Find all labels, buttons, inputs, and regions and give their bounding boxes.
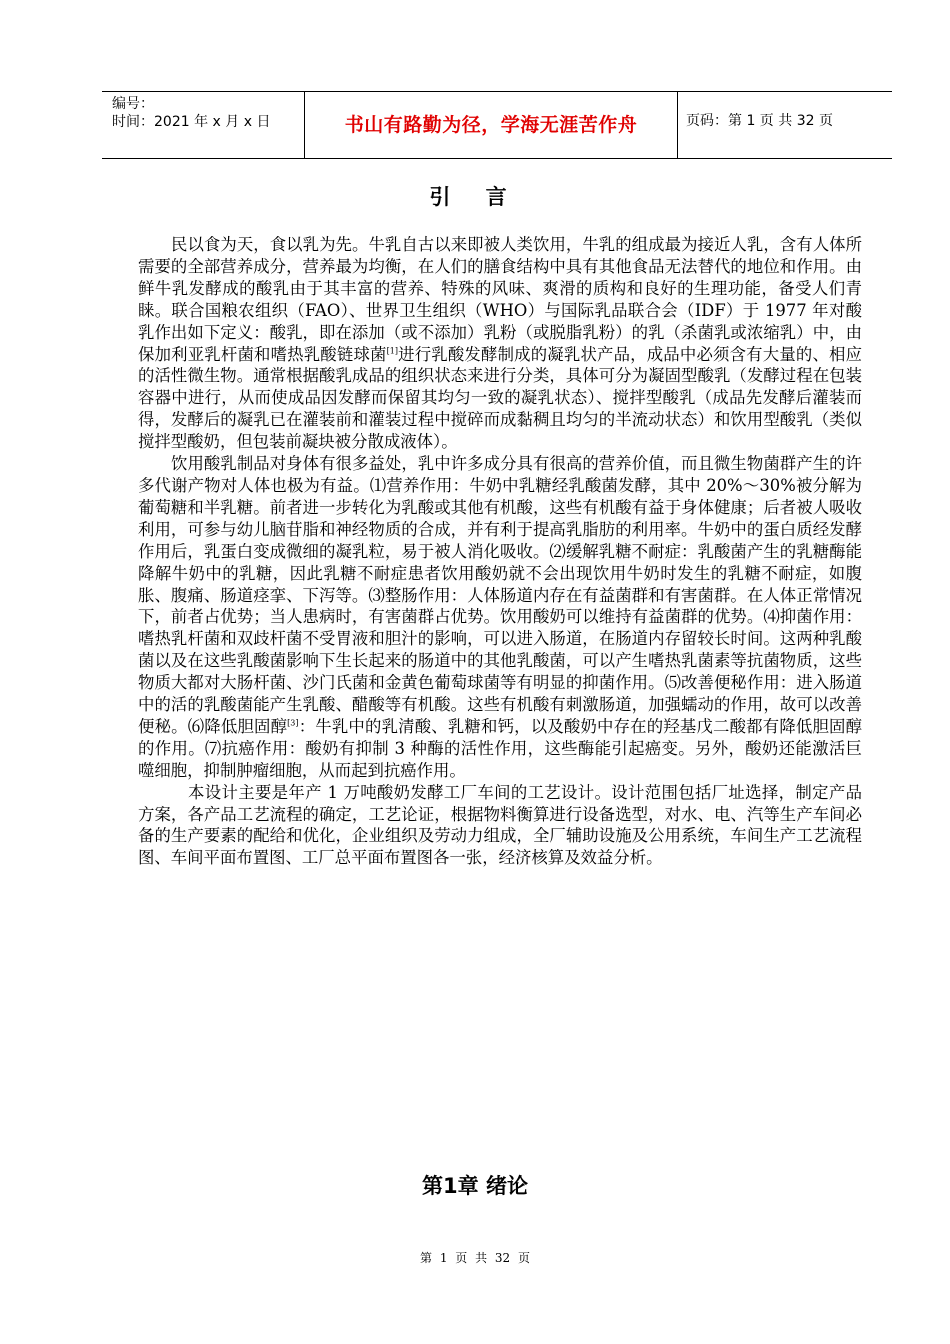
paragraph-benefits: 饮用酸乳制品对身体有很多益处，乳中许多成分具有很高的营养价值，而且微生物菌群产生的许多代谢产物对人体也极为有益。⑴营养作用：牛奶中乳糖经乳酸菌发酵，其中 20%～30%被分解为葡萄糖和半乳糖。前者进一步转化为乳酸或其他有机酸，这些有机酸有益于身体健康；后者被人吸收利用，可参与幼儿脑苷脂和神经物质的合成，并有利于提高乳脂肪的利用率。牛奶中的蛋白质经发酵作用后，乳蛋白变成微细的凝乳粒，易于被人消化吸收。⑵缓解乳糖不耐症：乳酸菌产生的乳糖酶能降解牛奶中的乳糖，因此乳糖不耐症患者饮用酸奶就不会出现饮用牛奶时发生的乳糖不耐症，如腹胀、腹痛、肠道痉挛、下泻等。⑶整肠作用：人体肠道内存在有益菌群和有害菌群。在人体正常情况下，前者占优势；当人患病时，有害菌群占优势。饮用酸奶可以维持有益菌群的优势。⑷抑菌作用：嗜热乳杆菌和双歧杆菌不受胃液和胆汁的影响，可以进入肠道，在肠道内存留较长时间。这两种乳酸菌以及在这些乳酸菌影响下生长起来的肠道中的其他乳酸菌，可以产生嗜热乳菌素等抗菌物质，这些物质大都对大肠杆菌、沙门氏菌和金黄色葡萄球菌等有明显的抑菌作用。⑸改善便秘作用：进入肠道中的活的乳酸菌能产生乳酸、醋酸等有机酸。这些有机酸有刺激肠道，加强蠕动的作用，故可以改善便秘。⑹降低胆固醇[3]：牛乳中的乳清酸、乳糖和钙，以及酸奶中存在的羟基戊二酸都有降低胆固醇的作用。⑺抗癌作用：酸奶有抑制 3 种酶的活性作用，这些酶能引起癌变。另外，酸奶还能激活巨噬细胞，抑制肿瘤细胞，从而起到抗癌作用。: [138, 454, 863, 780]
header-motto-cell: [304, 92, 678, 158]
header-meta-cell: [102, 92, 304, 158]
citation-ref: [3]: [287, 718, 299, 728]
serial-number-label: 编号：: [112, 96, 154, 112]
document-header: [102, 91, 892, 159]
date-label: 时间：2021 年 x 月 x 日: [112, 114, 271, 130]
section-title: 引 言: [429, 185, 521, 209]
paragraph-intro: 民以食为天，食以乳为先。牛乳自古以来即被人类饮用，牛乳的组成最为接近人乳，含有人体所需要的全部营养成分，营养最为均衡，在人们的膳食结构中具有其他食品无法替代的地位和作用。由鲜牛乳发酵成的酸乳由于其丰富的营养、特殊的风味、爽滑的质构和良好的生理功能，备受人们青睐。联合国粮农组织（FAO）、世界卫生组织（WHO）与国际乳品联合会（IDF）于 1977 年对酸乳作出如下定义：酸乳，即在添加（或不添加）乳粉（或脱脂乳粉）的乳（杀菌乳或浓缩乳）中，由保加利亚乳杆菌和嗜热乳酸链球菌[1]进行乳酸发酵制成的凝乳状产品，成品中必须含有大量的、相应的活性微生物。通常根据酸乳成品的组织状态来进行分类，具体可分为凝固型酸乳（发酵过程在包装容器中进行，从而使成品因发酵而保留其均匀一致的凝乳状态）、搅拌型酸乳（成品先发酵后灌装而得，发酵后的凝乳已在灌装前和灌装过程中搅碎而成黏稠且均匀的半流动状态）和饮用型酸乳（类似搅拌型酸奶，但包装前凝块被分散成液体）。: [138, 235, 863, 452]
motto-text: 书山有路勤为径，学海无涯苦作舟: [344, 113, 638, 136]
page-info: 页码：第 1 页 共 32 页: [686, 113, 833, 129]
header-page-cell: [678, 92, 892, 158]
page-footer: 第 1 页 共 32 页: [420, 1251, 530, 1265]
body-text: [138, 234, 862, 869]
citation-ref: [1]: [386, 346, 398, 356]
chapter-title: 第1章 绪论: [422, 1174, 528, 1198]
paragraph-design-scope: 本设计主要是年产 1 万吨酸奶发酵工厂车间的工艺设计。设计范围包括厂址选择，制定产品方案，各产品工艺流程的确定，工艺论证，根据物料衡算进行设备选型，对水、电、汽等生产车间必备的生产要素的配给和优化，企业组织及劳动力组成，全厂辅助设施及公用系统，车间生产工艺流程图、车间平面布置图、工厂总平面布置图各一张，经济核算及效益分析。: [138, 782, 862, 868]
